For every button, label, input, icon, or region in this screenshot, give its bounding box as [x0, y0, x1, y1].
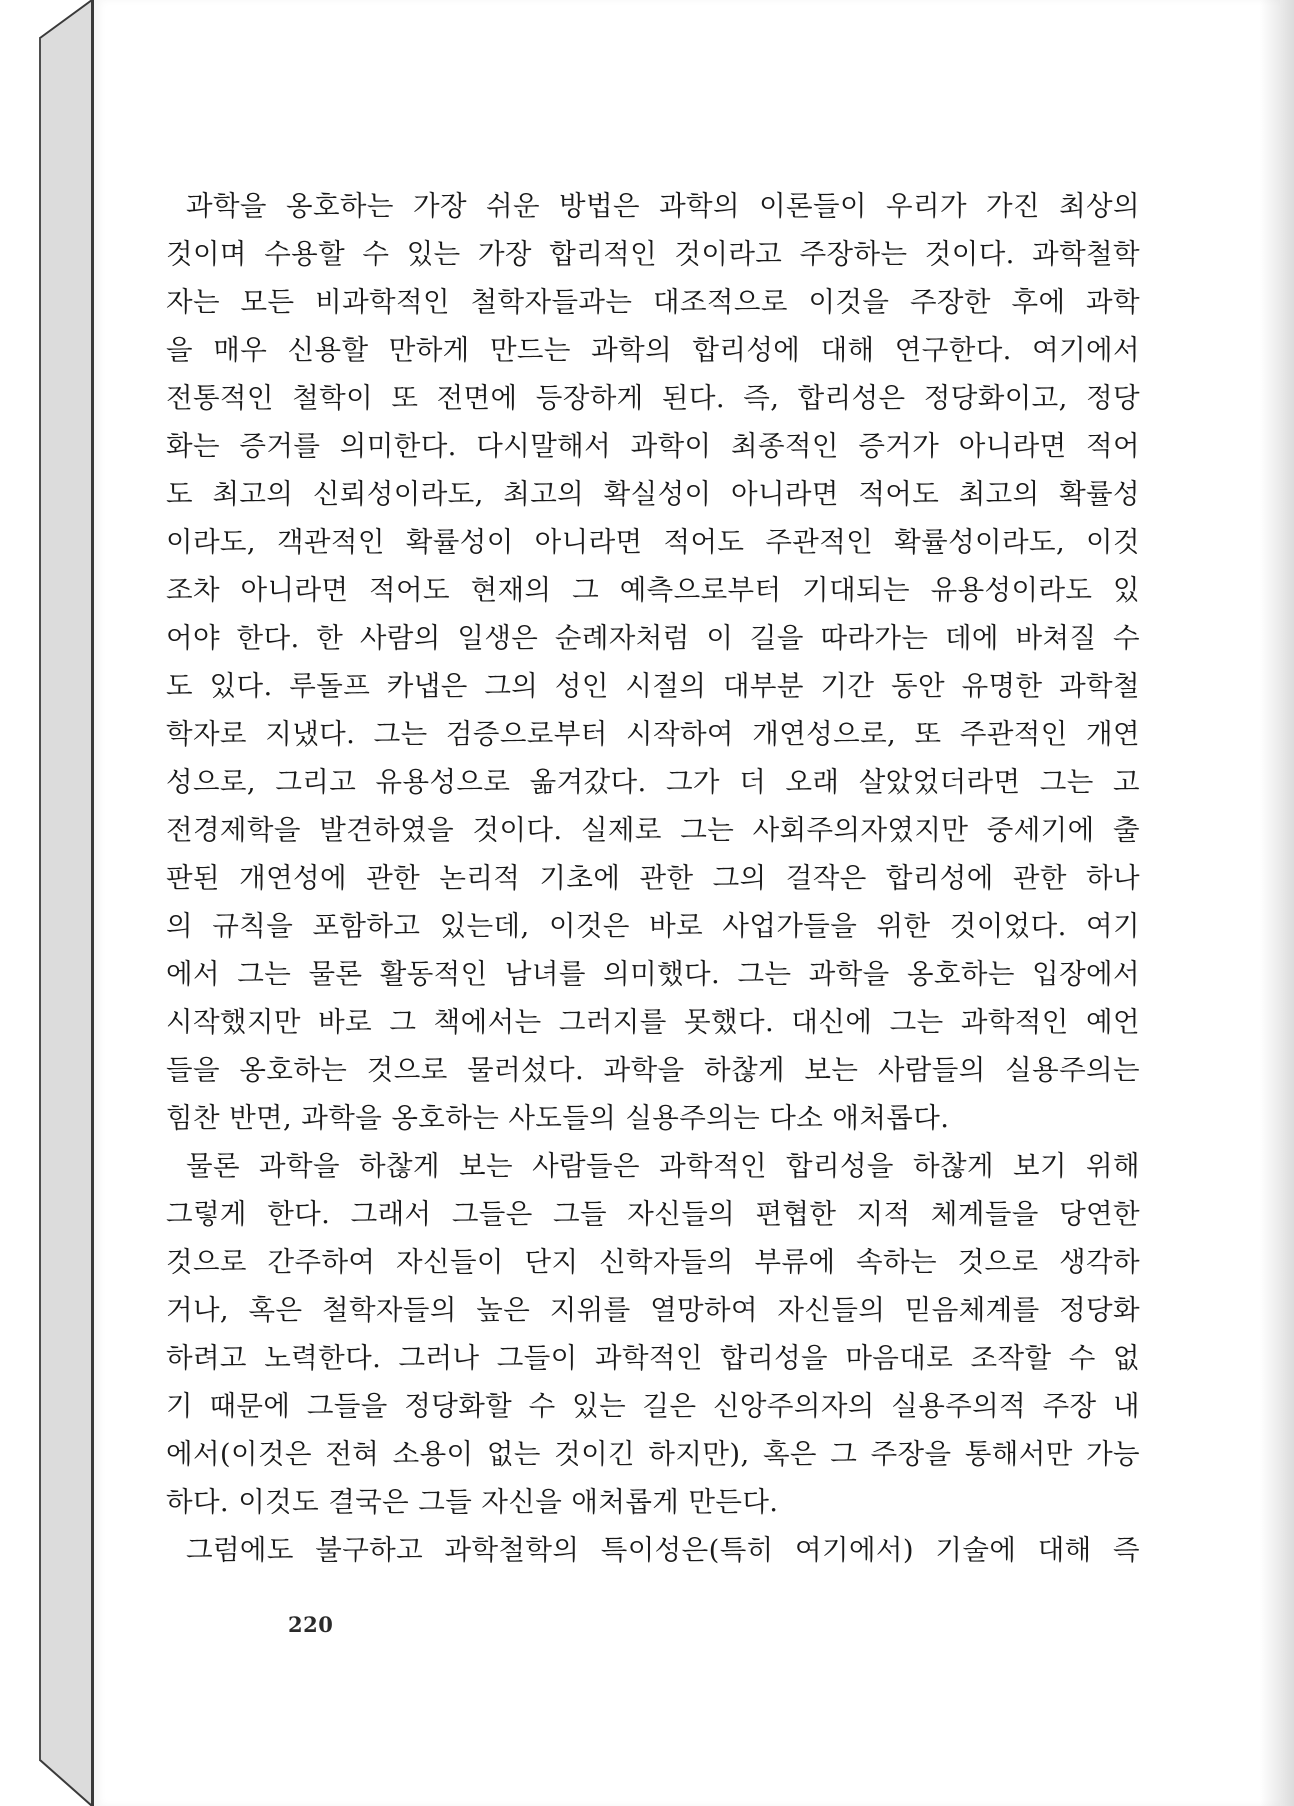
- text-line: 성으로, 그리고 유용성으로 옮겨갔다. 그가 더 오래 살았었더라면 그는 고: [166, 766, 1140, 798]
- text-line: 과학을 옹호하는 가장 쉬운 방법은 과학의 이론들이 우리가 가진 최상의: [186, 190, 1140, 222]
- text-line: 것이며 수용할 수 있는 가장 합리적인 것이라고 주장하는 것이다. 과학철학: [166, 238, 1140, 270]
- text-line: 자는 모든 비과학적인 철학자들과는 대조적으로 이것을 주장한 후에 과학: [166, 286, 1140, 318]
- text-line: 화는 증거를 의미한다. 다시말해서 과학이 최종적인 증거가 아니라면 적어: [166, 430, 1140, 462]
- text-line: 하다. 이것도 결국은 그들 자신을 애처롭게 만든다.: [166, 1486, 779, 1518]
- text-line: 기 때문에 그들을 정당화할 수 있는 길은 신앙주의자의 실용주의적 주장 내: [166, 1390, 1140, 1422]
- text-line: 그렇게 한다. 그래서 그들은 그들 자신들의 편협한 지적 체계들을 당연한: [166, 1198, 1140, 1230]
- text-line: 전통적인 철학이 또 전면에 등장하게 된다. 즉, 합리성은 정당화이고, 정당: [166, 382, 1140, 414]
- text-line: 에서(이것은 전혀 소용이 없는 것이긴 하지만), 혹은 그 주장을 통해서만 가능: [166, 1438, 1140, 1470]
- page-number: 220: [288, 1612, 334, 1637]
- text-line: 들을 옹호하는 것으로 물러섰다. 과학을 하찮게 보는 사람들의 실용주의는: [166, 1054, 1140, 1086]
- text-line: 것으로 간주하여 자신들이 단지 신학자들의 부류에 속하는 것으로 생각하: [166, 1246, 1140, 1278]
- text-line: 거나, 혹은 철학자들의 높은 지위를 열망하여 자신들의 믿음체계를 정당화: [166, 1294, 1140, 1326]
- text-line: 도 최고의 신뢰성이라도, 최고의 확실성이 아니라면 적어도 최고의 확률성: [166, 478, 1140, 510]
- text-line: 그럼에도 불구하고 과학철학의 특이성은(특히 여기에서) 기술에 대해 즉: [186, 1534, 1140, 1566]
- text-line: 을 매우 신용할 만하게 만드는 과학의 합리성에 대해 연구한다. 여기에서: [166, 334, 1140, 366]
- text-line: 학자로 지냈다. 그는 검증으로부터 시작하여 개연성으로, 또 주관적인 개연: [166, 718, 1140, 750]
- page-edge-shadow: [1260, 0, 1294, 1806]
- page-body-text: [166, 182, 1140, 1574]
- text-line: 힘찬 반면, 과학을 옹호하는 사도들의 실용주의는 다소 애처롭다.: [166, 1102, 950, 1134]
- text-line: 어야 한다. 한 사람의 일생은 순례자처럼 이 길을 따라가는 데에 바쳐질 수: [166, 622, 1140, 654]
- text-line: 의 규칙을 포함하고 있는데, 이것은 바로 사업가들을 위한 것이었다. 여기: [166, 910, 1140, 942]
- text-line: 조차 아니라면 적어도 현재의 그 예측으로부터 기대되는 유용성이라도 있: [166, 574, 1140, 606]
- text-line: 시작했지만 바로 그 책에서는 그러지를 못했다. 대신에 그는 과학적인 예언: [166, 1006, 1140, 1038]
- text-line: 판된 개연성에 관한 논리적 기초에 관한 그의 걸작은 합리성에 관한 하나: [166, 862, 1140, 894]
- text-line: 도 있다. 루돌프 카냅은 그의 성인 시절의 대부분 기간 동안 유명한 과학철: [166, 670, 1140, 702]
- text-line: 이라도, 객관적인 확률성이 아니라면 적어도 주관적인 확률성이라도, 이것: [166, 526, 1140, 558]
- text-line: 하려고 노력한다. 그러나 그들이 과학적인 합리성을 마음대로 조작할 수 없: [166, 1342, 1140, 1374]
- text-line: 물론 과학을 하찮게 보는 사람들은 과학적인 합리성을 하찮게 보기 위해: [186, 1150, 1140, 1182]
- text-line: 에서 그는 물론 활동적인 남녀를 의미했다. 그는 과학을 옹호하는 입장에서: [166, 958, 1140, 990]
- text-line: 전경제학을 발견하였을 것이다. 실제로 그는 사회주의자였지만 중세기에 출: [166, 814, 1140, 846]
